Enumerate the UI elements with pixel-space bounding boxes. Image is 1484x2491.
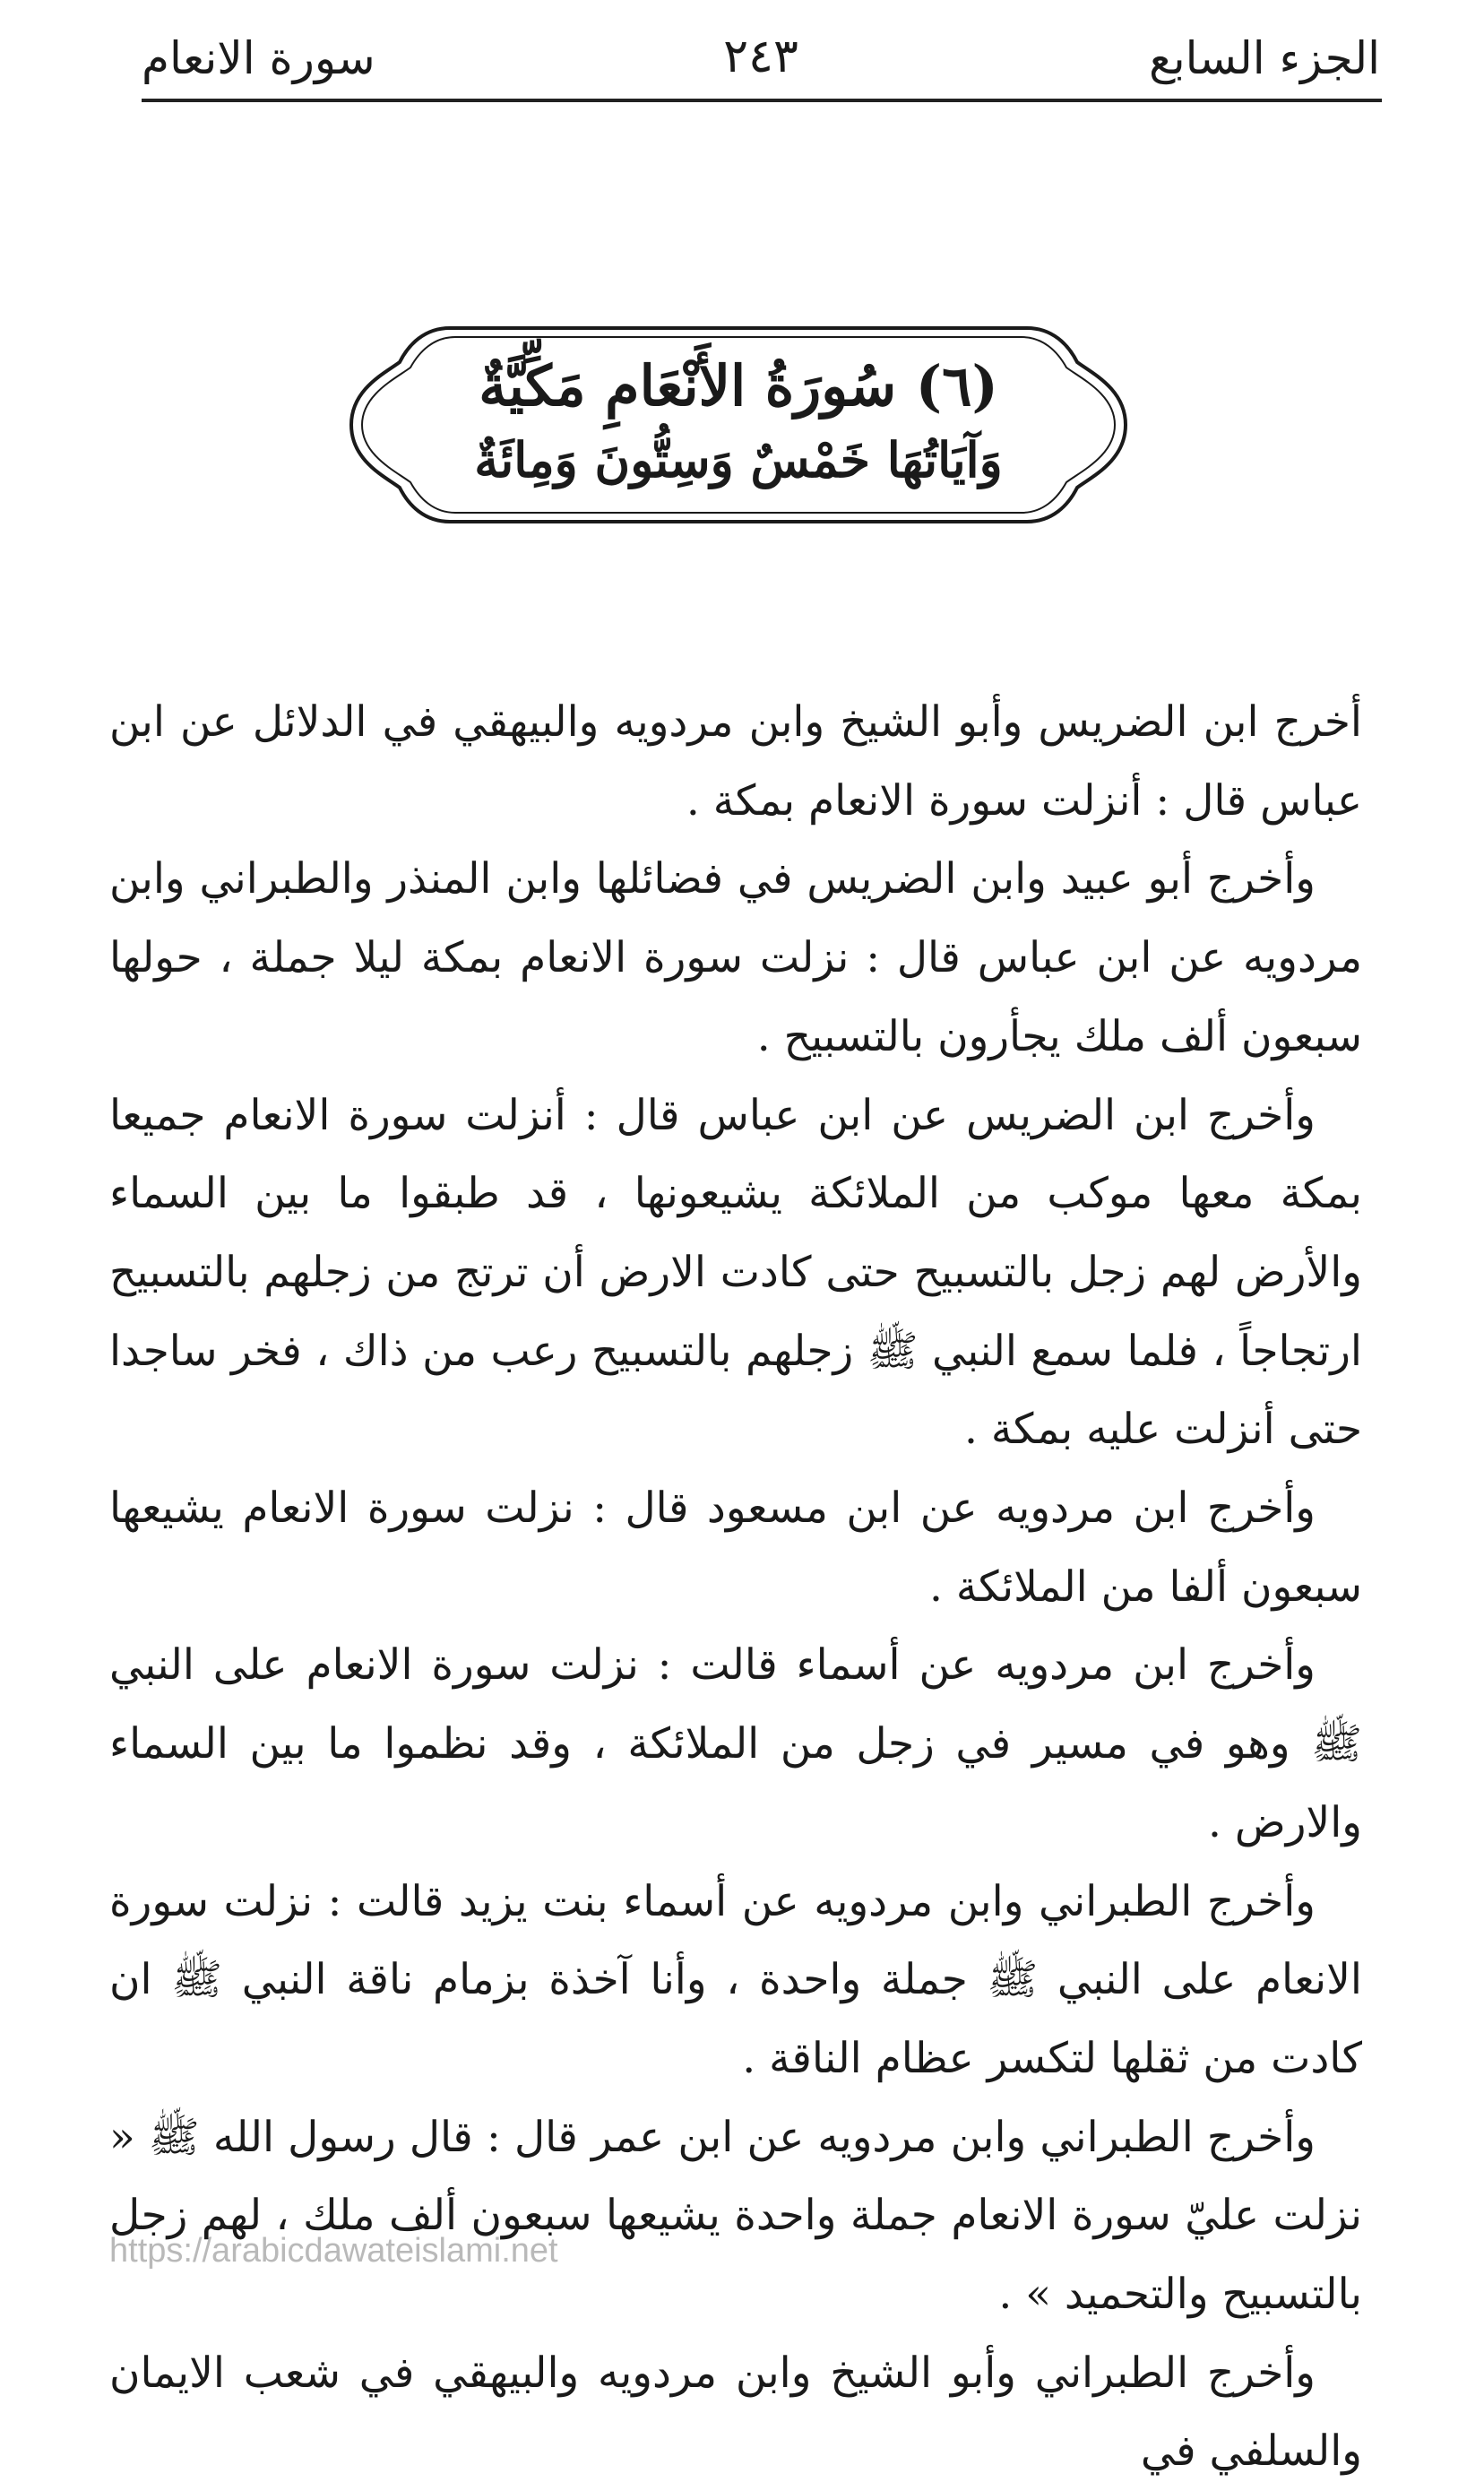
paragraph: وأخرج ابن الضريس عن ابن عباس قال : أنزلت سورة الانعام جميعا بمكة معها موكب من الملائكة يشيعونها ، قد طبقوا ما بين السماء والأرض لهم زجل بالتسبيح حتى كادت الارض أن ترتج من زجلهم بالتسبيح ارتجاجاً ، فلما سمع النبي ﷺ زجلهم بالتسبيح رعب من ذاك ، فخر ساجدا حتى أنزلت عليه بمكة . [109, 1090, 1362, 1455]
paragraph: وأخرج ابن مردويه عن ابن مسعود قال : نزلت سورة الانعام يشيعها سبعون ألفا من الملائكة . [109, 1483, 1362, 1612]
verse-count: وَآيَاتُهَا خَمْسٌ وَسِتُّونَ وَمِائَةٌ [474, 431, 1003, 489]
surah-title: (٦) سُورَةُ الأَنْعَامِ مَكِّيَّةٌ [479, 353, 998, 419]
surah-title-cartouche [344, 321, 1133, 529]
paragraph: وأخرج الطبراني وابن مردويه عن أسماء بنت يزيد قالت : نزلت سورة الانعام على النبي ﷺ جملة واحدة ، وأنا آخذة بزمام ناقة النبي ﷺ ان كادت من ثقلها لتكسر عظام الناقة . [109, 1876, 1362, 2083]
paragraph: أخرج ابن الضريس وأبو الشيخ وابن مردويه والبيهقي في الدلائل عن ابن عباس قال : أنزلت سورة الانعام بمكة . [109, 697, 1362, 826]
header-rule [142, 99, 1382, 102]
paragraph: وأخرج الطبراني وأبو الشيخ وابن مردويه والبيهقي في شعب الايمان والسلفي في [109, 2348, 1362, 2477]
paragraph: وأخرج الطبراني وابن مردويه عن ابن عمر قال : قال رسول الله ﷺ « نزلت عليّ سورة الانعام جملة واحدة يشيعها سبعون ألف ملك ، لهم زجل بالتسبيح والتحميد » . [109, 2112, 1362, 2320]
page-number: ٢٤٣ [723, 30, 798, 83]
cartouche-text [407, 348, 1070, 495]
paragraph: وأخرج أبو عبيد وابن الضريس في فضائلها وابن المنذر والطبراني وابن مردويه عن ابن عباس قال : نزلت سورة الانعام بمكة ليلا جملة ، حولها سبعون ألف ملك يجأرون بالتسبيح . [109, 854, 1362, 1061]
surah-label: سورة الانعام [142, 32, 375, 84]
watermark-url: https://arabicdawateislami.net [109, 2232, 558, 2270]
running-header [142, 20, 1380, 99]
body-text [109, 683, 1362, 2491]
paragraph: وأخرج ابن مردويه عن أسماء قالت : نزلت سورة الانعام على النبي ﷺ وهو في مسير في زجل من الملائكة ، وقد نظموا ما بين السماء والارض . [109, 1640, 1362, 1847]
part-label: الجزء السابع [1149, 32, 1380, 84]
